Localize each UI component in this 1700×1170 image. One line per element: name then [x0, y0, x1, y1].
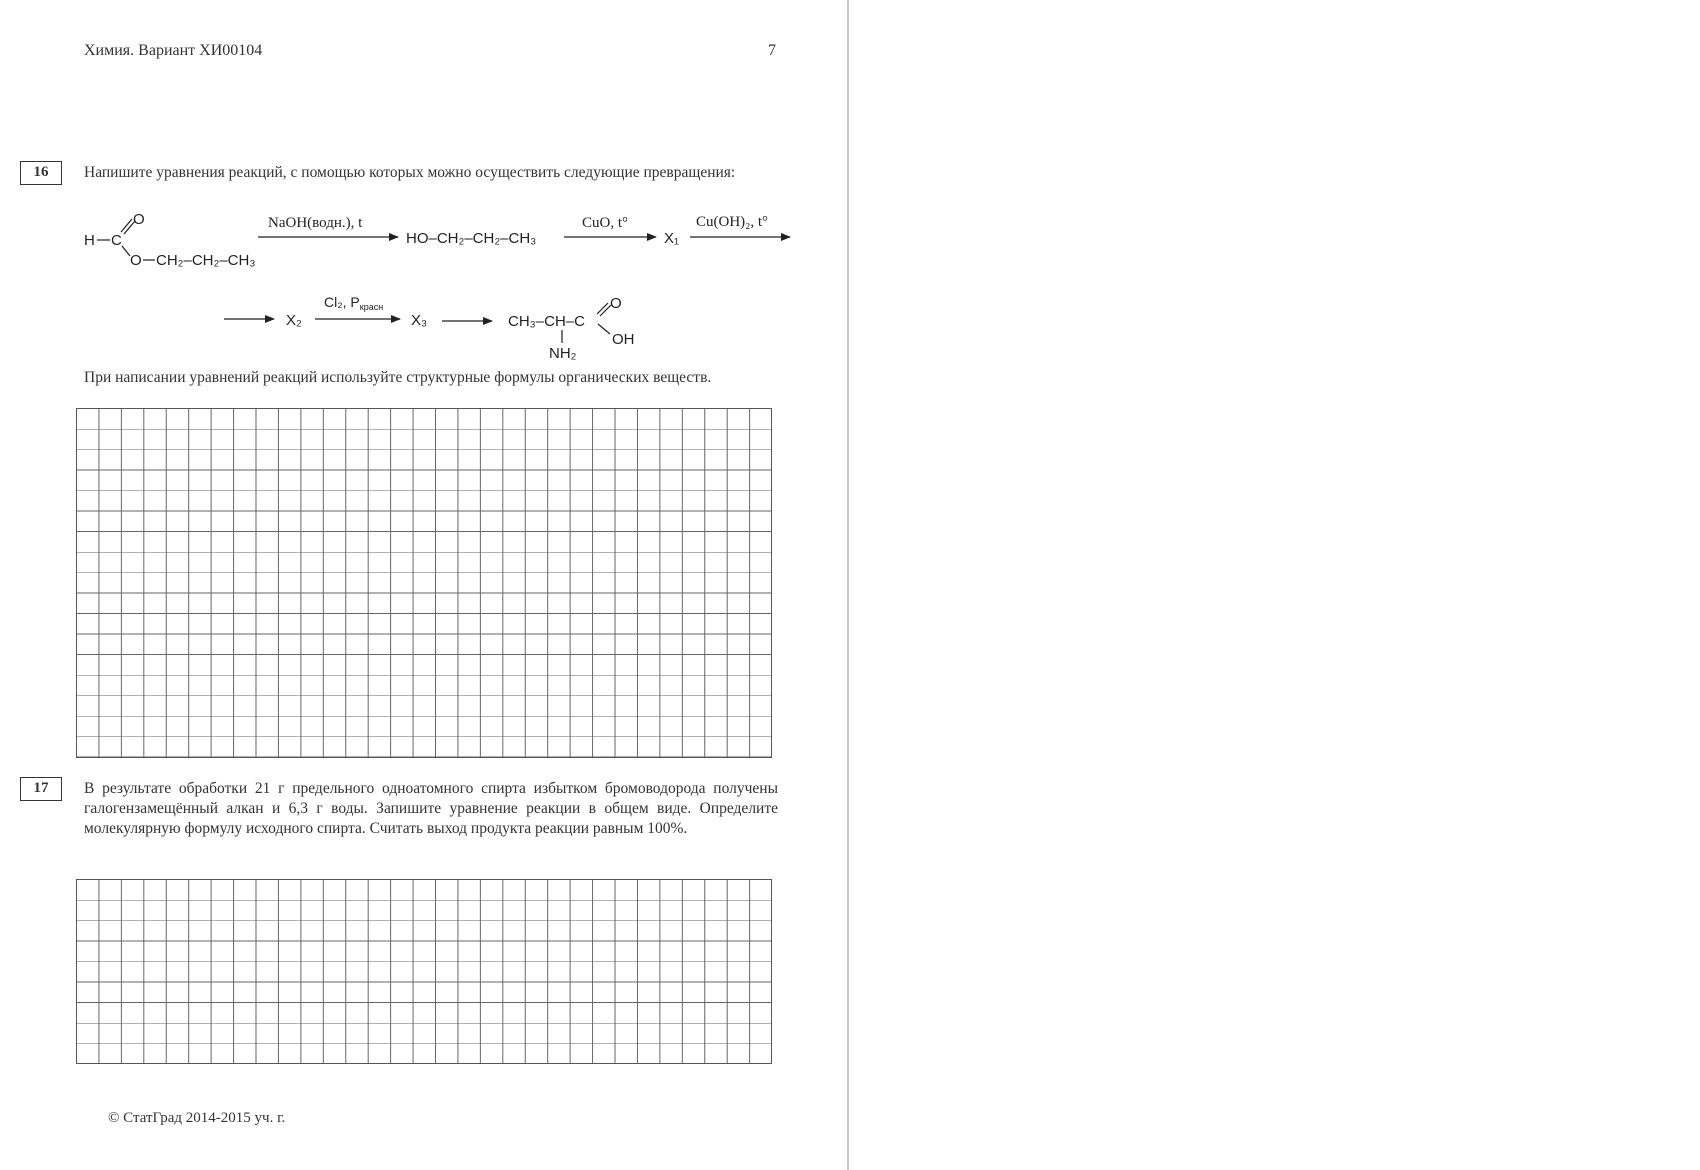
x3-label: X₃ — [411, 312, 428, 329]
amino-oh: OH — [612, 331, 635, 348]
answer-grid-17[interactable] — [76, 879, 772, 1064]
condition-2: CuO, t° — [582, 215, 629, 231]
question-16-note: При написании уравнений реакций используйте структурные формулы органических веществ. — [84, 369, 712, 386]
answer-grid-16[interactable] — [76, 408, 772, 758]
footer-copyright: © СтатГрад 2014-2015 уч. г. — [108, 1110, 286, 1126]
question-16-text: Напишите уравнения реакций, с помощью которых можно осуществить следующие превращения: — [84, 164, 736, 181]
ester-o-top: O — [133, 211, 145, 228]
ester-chain: CH₂–CH₂–CH₃ — [156, 252, 256, 269]
condition-3: Cu(OH)₂, t° — [696, 214, 769, 230]
ester-o-chain: O — [130, 252, 142, 269]
reaction-scheme — [0, 200, 847, 370]
alcohol-formula: HO–CH₂–CH₂–CH₃ — [406, 230, 537, 247]
blank-right-page — [849, 0, 1700, 1170]
page-number: 7 — [768, 42, 776, 59]
amino-nh2: NH₂ — [549, 345, 577, 362]
x2-label: X₂ — [286, 312, 302, 329]
condition-4: Cl₂, $P_{красн}$ — [324, 294, 384, 312]
amino-chain: CH₃–CH–C — [508, 313, 585, 330]
header-title: Химия. Вариант ХИ00104 — [84, 42, 263, 59]
condition-1: NaOH(водн.), t — [268, 215, 363, 231]
ester-c: C — [111, 232, 122, 249]
question-17-text: В результате обработки 21 г предельного одноатомного спирта избытком бромоводорода получены галогензамещённый алкан и 6,3 г воды. Запишите уравнение реакции в общем виде. Определите молекулярную формулу исходного спирта. Считать выход продукта реакции равным 100%. — [84, 780, 778, 837]
x1-label: X₁ — [664, 230, 680, 247]
question-17-number: 17 — [20, 777, 62, 801]
ester-h: H — [84, 232, 95, 249]
amino-o: O — [610, 295, 622, 312]
question-16-number: 16 — [20, 161, 62, 185]
